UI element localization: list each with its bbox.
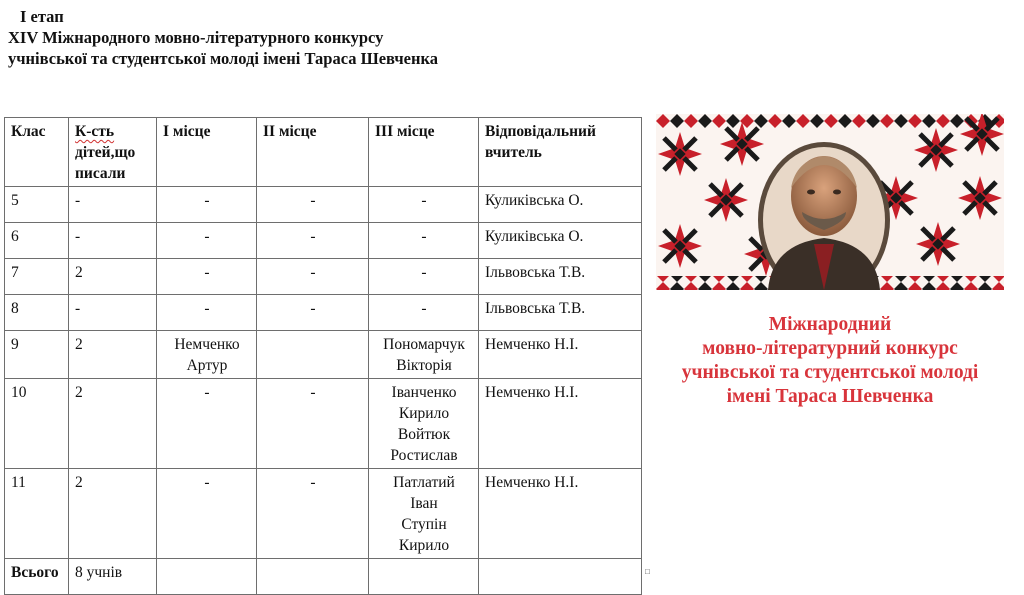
first-place-cell: Немченко Артур bbox=[157, 331, 257, 379]
class-cell: 10 bbox=[5, 379, 69, 469]
third-place-cell: - bbox=[369, 295, 479, 331]
page-mark: □ bbox=[645, 567, 650, 576]
contest-title-line-2: учнівської та студентської молоді імені Тараса Шевченка bbox=[8, 49, 438, 68]
class-cell: 6 bbox=[5, 223, 69, 259]
first-place-cell: - bbox=[157, 379, 257, 469]
header-teacher: Відповідальний вчитель bbox=[479, 118, 642, 187]
teacher-cell: Куликівська О. bbox=[479, 187, 642, 223]
table-row bbox=[5, 295, 642, 331]
count-cell: 2 bbox=[69, 469, 157, 559]
teacher-cell: Немченко Н.І. bbox=[479, 469, 642, 559]
class-cell: 11 bbox=[5, 469, 69, 559]
second-place-cell: - bbox=[257, 469, 369, 559]
embroidery-portrait-image bbox=[656, 114, 1004, 290]
caption-line-2: мовно-літературний конкурс bbox=[702, 338, 958, 359]
first-place-cell: - bbox=[157, 223, 257, 259]
third-place-cell: - bbox=[369, 223, 479, 259]
second-place-cell: - bbox=[257, 187, 369, 223]
caption-line-1: Міжнародний bbox=[768, 314, 892, 335]
table-row bbox=[5, 331, 642, 379]
header-second-place: II місце bbox=[257, 118, 369, 187]
first-place-cell: - bbox=[157, 259, 257, 295]
header-count: К-сть дітей,що писали bbox=[69, 118, 157, 187]
class-cell: 7 bbox=[5, 259, 69, 295]
class-cell: 5 bbox=[5, 187, 69, 223]
count-cell: 2 bbox=[69, 259, 157, 295]
table-row bbox=[5, 379, 642, 469]
second-place-cell: - bbox=[257, 259, 369, 295]
teacher-cell: Ільвовська Т.В. bbox=[479, 295, 642, 331]
document-heading bbox=[8, 6, 438, 69]
third-place-cell: - bbox=[369, 187, 479, 223]
third-place-cell: - bbox=[369, 259, 479, 295]
third-place-cell: Пономарчук Вікторія bbox=[369, 331, 479, 379]
poster-caption bbox=[654, 313, 1006, 409]
table-header-row bbox=[5, 118, 642, 187]
total-label: Всього bbox=[5, 559, 69, 595]
total-value: 8 учнів bbox=[69, 559, 157, 595]
first-place-cell: - bbox=[157, 295, 257, 331]
second-place-cell: - bbox=[257, 223, 369, 259]
caption-line-4: імені Тараса Шевченка bbox=[726, 386, 934, 407]
count-cell: - bbox=[69, 223, 157, 259]
teacher-cell: Куликівська О. bbox=[479, 223, 642, 259]
header-first-place: I місце bbox=[157, 118, 257, 187]
results-table bbox=[4, 117, 642, 595]
teacher-cell: Немченко Н.І. bbox=[479, 379, 642, 469]
count-cell: 2 bbox=[69, 379, 157, 469]
teacher-cell: Немченко Н.І. bbox=[479, 331, 642, 379]
header-class: Клас bbox=[5, 118, 69, 187]
first-place-cell: - bbox=[157, 469, 257, 559]
class-cell: 9 bbox=[5, 331, 69, 379]
table-row bbox=[5, 187, 642, 223]
count-cell: 2 bbox=[69, 331, 157, 379]
contest-title-line-1: XIV Міжнародного мовно-літературного конкурсу bbox=[8, 28, 384, 47]
table-row bbox=[5, 469, 642, 559]
teacher-cell: Ільвовська Т.В. bbox=[479, 259, 642, 295]
stage-title: I етап bbox=[20, 7, 64, 26]
table-row bbox=[5, 259, 642, 295]
table-row bbox=[5, 223, 642, 259]
second-place-cell: - bbox=[257, 295, 369, 331]
first-place-cell: - bbox=[157, 187, 257, 223]
third-place-cell: Іванченко Кирило Войтюк Ростислав bbox=[369, 379, 479, 469]
second-place-cell bbox=[257, 331, 369, 379]
second-place-cell: - bbox=[257, 379, 369, 469]
header-third-place: III місце bbox=[369, 118, 479, 187]
count-cell: - bbox=[69, 187, 157, 223]
count-cell: - bbox=[69, 295, 157, 331]
poster-banner bbox=[656, 114, 1004, 290]
class-cell: 8 bbox=[5, 295, 69, 331]
table-total-row bbox=[5, 559, 642, 595]
third-place-cell: Патлатий Іван Ступін Кирило bbox=[369, 469, 479, 559]
caption-line-3: учнівської та студентської молоді bbox=[681, 362, 979, 383]
